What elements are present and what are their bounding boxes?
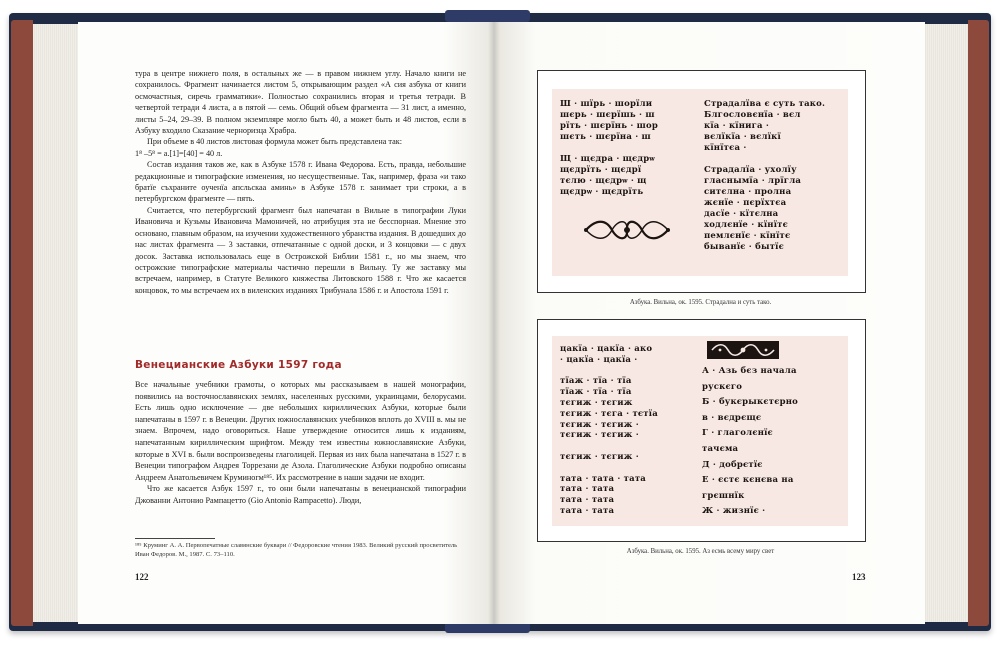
formula: 1⁸ –5⁸ = a.[1]=[40] = 40 л.: [135, 148, 223, 158]
manuscript-line: тата · тата: [560, 505, 615, 516]
spine-band-top: [445, 10, 530, 22]
page-number-right: 123: [852, 572, 866, 582]
paragraph: При объеме в 40 листов листовая формула может быть представлена так:: [147, 137, 402, 147]
manuscript-line: тата · тата · тата: [560, 473, 647, 484]
manuscript-line: шєть · шєрїна · ш: [560, 132, 651, 142]
manuscript-line: [560, 441, 658, 452]
tailpiece-ornament: [582, 217, 672, 243]
left-body-text-2: [135, 379, 466, 507]
manuscript-line: [560, 463, 658, 474]
manuscript-line: вєлїкїа · вєлїкї: [704, 132, 781, 142]
paragraph: Состав издания таков же, как в Азбуке 1578 г. Ивана Федорова. Есть, правда, небольшие редакционные и типографские изменения, но несущественные. Так, например, фраза «и тако братїе съхраните оученїа апсльскаа аминь» в Азбуке 1578 г. занимает три строки, а в петербургском фрагменте — пять.: [135, 160, 466, 204]
page-stack-right: [925, 24, 968, 622]
manuscript-line: Страдалїва є суть тако.: [704, 99, 826, 109]
paragraph: тура в центре нижнего поля, в остальных же — в правом нижнем углу. Начало книги не сохранилось. Фрагмент начинается листом 5, открывающим раздел «А сия азбука от книги осмочастныя, сиречь грамматики». Полностью сохранились вторая и третья тетради. В четвертой тетради 4 листа, а в пятой — семь. Общий объем фрагмента — 31 лист, а именно, листы 5–24, 29–39. В полном экземпляре могло быть 40, а может быть и 48 листов, если в Азбуку входило Сказание черноризца Храбра.: [135, 69, 466, 136]
manuscript-line: щєдрїть · щєдрї: [560, 165, 642, 175]
facsimile-image-2: [552, 336, 848, 526]
manuscript-line: тїаж · тїа · тїа: [560, 376, 632, 387]
manuscript-line: тєгиж · тєгиж ·: [560, 451, 639, 462]
manuscript-line: тєгиж · тєга · тєтїа: [560, 408, 658, 419]
manuscript-line: щєдрѡ · щєдрїть: [560, 187, 644, 197]
manuscript-line: шєрь · шєрїшь · ш: [560, 110, 655, 120]
manuscript-line: тєгиж · тєгиж ·: [560, 430, 639, 441]
headpiece-ornament: [706, 340, 780, 360]
section-heading: Венецианские Азбуки 1597 года: [135, 359, 342, 371]
manuscript-line: Страдалїа · ухолїу: [704, 165, 797, 175]
manuscript-line: [704, 154, 825, 165]
book-gutter: [488, 22, 500, 624]
manuscript-line: Д · добрєтїє: [702, 459, 763, 470]
page-stack-left: [33, 24, 78, 622]
manuscript-line: тєлю · щєдрѡ · щ: [560, 176, 647, 186]
manuscript-line: Ш · шїрь · шорїли: [560, 99, 653, 109]
facsimile-plate-1: [537, 70, 866, 293]
manuscript-line: быванїє · бытїє: [704, 242, 784, 252]
paragraph: Считается, что петербургский фрагмент был напечатан в Вильне в типографии Луки Ивановича и Кузьмы Ивановича Мамоничей, но атрибуция эта не бесспорная. Мнение это основано, главным образом, на изучении художественного убранства издания. В дошедших до нас листах фрагмента — 3 заставки, отпечатанные с одной доски, и 3 концовки — с двух досок. Заставка использовалась еще в Острожской Библии 1581 г., но мы знаем, что острожские типографские материалы частично перешли в Вильну. Ту же заставку мы встречаем, например, в Статуте Великого княжества Литовского 1588 г. Что же касается концовок, то мы встречаем их в виленских изданиях Трибунала 1586 г. и Апостола 1591 г.: [135, 205, 466, 295]
manuscript-line: в · вєдрєщє: [702, 412, 762, 423]
left-body-text: [135, 68, 466, 296]
page-number-left: 122: [135, 572, 149, 582]
manuscript-line: гласнымїа · лрїгла: [704, 176, 802, 186]
manuscript-line: дасїе · кїтєлна: [704, 209, 779, 219]
manuscript-line: тєгиж · тєгиж: [560, 397, 633, 408]
manuscript-line: ходлєнїе · кїнїтє: [704, 220, 788, 230]
manuscript-line: грєшнїк: [702, 490, 745, 501]
plate-caption-1: Азбука. Вильна, ок. 1595. Страдална и суть тако.: [629, 299, 772, 306]
facsimile-image-1: [552, 89, 848, 276]
manuscript-line: цакїа · цакїа · ако: [560, 344, 653, 354]
paragraph: Что же касается Азбук 1597 г., то они были напечатаны в венецианской типографии Джованни Антонио Рампацетто (Gio Antonio Rampacetto). Люди,: [135, 484, 466, 505]
manuscript-line: тата · тата: [560, 484, 615, 495]
manuscript-line: тата · тата: [560, 495, 615, 506]
manuscript-line: рїть · шєрїнь · шор: [560, 121, 658, 131]
cover-edge-left: [11, 20, 33, 626]
paragraph: Все начальные учебники грамоты, о которых мы рассказываем в нашей монографии, появились на восточнославянских землях, населенных русскими, украинцами, белорусами. Есть лишь одно исключение — две небольших кириллических Азбуки, которые были напечатаны в 1597 г. в Венеции. Других южнославянских учебников вплоть до XVIII в. мы не знаем. Впрочем, надо оговориться. Наше утверждение относится лишь к изданиям, напечатанным кириллическим шрифтом. Между тем известны южнославянские Азбуки, которые в XVI в. были воспроизведены глаголицей. Первая из них была напечатана в 1527 г. в Венеции типографом Андрея Торрезани де Азола. Глаголические Азбуки подробно описаны Андреем Анатольевичем Круминогм¹⁸⁵. Их рассмотрение в наши задачи не входит.: [135, 380, 466, 482]
footnote-rule: [135, 538, 215, 539]
manuscript-line: Ж · жизнїє ·: [702, 506, 766, 517]
manuscript-line: тєгиж · тєгиж ·: [560, 419, 639, 430]
manuscript-line: ситєлна · пролна: [704, 187, 792, 197]
manuscript-line: [560, 143, 658, 154]
manuscript-line: Г · глаголєнїє: [702, 428, 773, 439]
plate-caption-2: Азбука. Вильна, ок. 1595. Аз есмь всему миру свет: [626, 548, 775, 555]
manuscript-line: [560, 366, 658, 377]
manuscript-line: тачєма: [702, 443, 739, 454]
manuscript-line: · цакїа · цакїа ·: [560, 354, 638, 365]
manuscript-line: тїаж · тїа · тїа: [560, 387, 632, 398]
manuscript-line: кїнїтєа ·: [704, 143, 747, 153]
manuscript-line: пемлєнїє · кїнїтє: [704, 231, 791, 241]
manuscript-line: Б · букєрыкєтєрно: [702, 397, 799, 408]
manuscript-line: кїа · кїнига ·: [704, 121, 770, 131]
manuscript-line: А · Азь бєз начала: [702, 366, 797, 376]
footnote: ¹⁸⁵ Круминг А. А. Первопечатные славянские буквари // Федоровские чтения 1983. Великий русский просветитель Иван Федоров. М., 1987. С. 73–110.: [135, 542, 458, 558]
manuscript-line: рускєго: [702, 381, 743, 392]
facsimile-plate-2: [537, 319, 866, 542]
cover-edge-right: [968, 20, 989, 626]
manuscript-line: Е · єстє кєнєва на: [702, 475, 794, 486]
manuscript-line: Щ · щєдра · щєдрѡ: [560, 154, 655, 164]
manuscript-line: Блгословєнїа · вєл: [704, 110, 801, 120]
manuscript-line: жєнїе · пєрїхтєа: [704, 198, 787, 208]
